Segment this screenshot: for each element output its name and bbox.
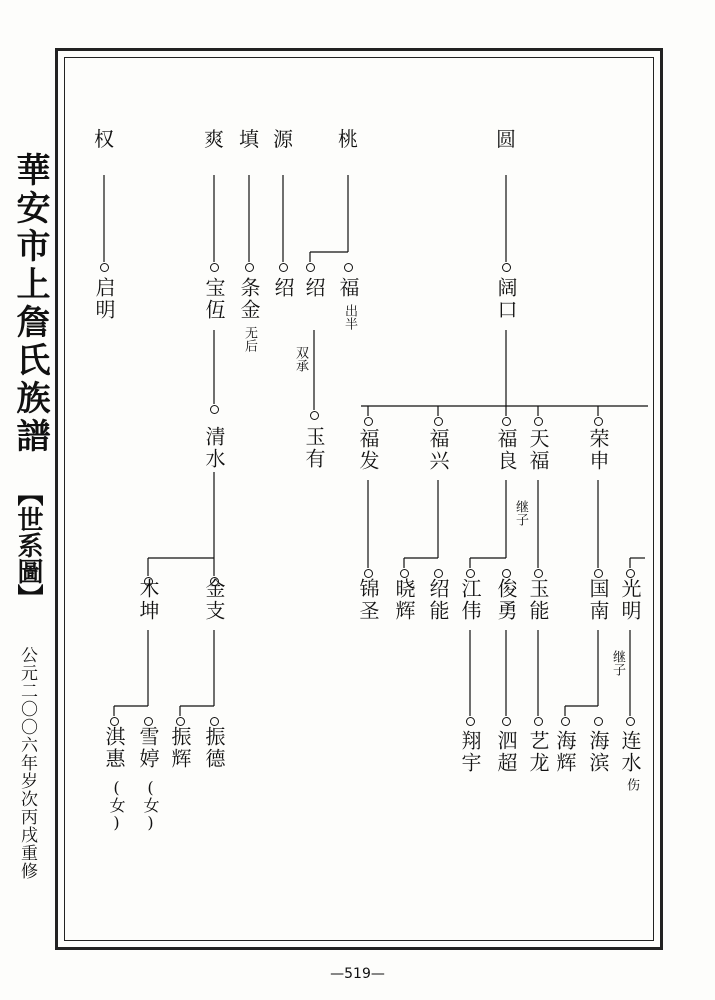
person-shaoneng: 绍能	[426, 578, 450, 622]
person-fufa: 福发	[356, 428, 380, 472]
node-circle	[310, 411, 319, 420]
person-jinsheng: 锦圣	[356, 578, 380, 622]
node-circle	[400, 569, 409, 578]
person-xiaohui: 晓辉	[392, 578, 416, 622]
section-label: 【世系圖】	[13, 480, 43, 610]
person-jiangwei: 江伟	[458, 578, 482, 622]
person-xueting: 雪婷	[136, 726, 160, 770]
person-yuyou: 玉有	[302, 426, 326, 470]
node-circle	[534, 569, 543, 578]
ancestor-shuang: 爽	[204, 127, 224, 151]
node-circle	[561, 717, 570, 726]
node-circle	[502, 417, 511, 426]
node-circle	[626, 569, 635, 578]
person-mukun: 木坤	[136, 578, 160, 622]
person-yuneng: 玉能	[526, 578, 550, 622]
person-sichao: 泗超	[494, 730, 518, 774]
person-haihui: 海辉	[553, 730, 577, 774]
node-circle	[144, 717, 153, 726]
person-junyong: 俊勇	[494, 578, 518, 622]
person-shao-a: 绍	[271, 277, 295, 299]
node-circle	[100, 263, 109, 272]
node-circle	[210, 717, 219, 726]
person-qihui: 淇惠	[102, 726, 126, 770]
ancestor-yuan-circle: 圆	[496, 127, 516, 151]
node-circle	[176, 717, 185, 726]
node-circle	[364, 417, 373, 426]
node-circle	[364, 569, 373, 578]
person-guonan: 国南	[586, 578, 610, 622]
person-fuxing: 福兴	[426, 428, 450, 472]
person-haibin: 海滨	[586, 730, 610, 774]
node-circle	[626, 717, 635, 726]
person-jinzhi: 金支	[202, 578, 226, 622]
node-circle	[210, 405, 219, 414]
node-circle	[594, 569, 603, 578]
person-kuokou: 阔口	[494, 277, 518, 321]
node-circle	[306, 263, 315, 272]
node-circle	[434, 417, 443, 426]
person-yilong: 艺龙	[526, 730, 550, 774]
person-guangming: 光明	[618, 578, 642, 622]
person-tianfu: 天福	[526, 428, 550, 472]
node-circle	[466, 569, 475, 578]
note-lianshui: 伤	[624, 778, 639, 791]
ancestor-quan: 权	[94, 127, 114, 151]
node-circle	[279, 263, 288, 272]
node-circle	[534, 417, 543, 426]
page-number: —519—	[330, 966, 385, 982]
person-lianshui: 连水	[618, 730, 642, 774]
person-fuliang: 福良	[494, 428, 518, 472]
person-fu: 福	[336, 277, 360, 299]
node-circle	[594, 417, 603, 426]
node-circle	[210, 263, 219, 272]
note-fu: 出半	[342, 304, 357, 330]
node-circle	[344, 263, 353, 272]
person-xiangyu: 翔宇	[458, 730, 482, 774]
note-shuangcheng: 双承	[293, 346, 308, 372]
person-zhenhui: 振辉	[168, 726, 192, 770]
note-xueting: (女)	[141, 778, 160, 832]
person-tiaojin: 条金	[237, 277, 261, 321]
note-tiaojin: 无后	[242, 326, 257, 352]
node-circle	[502, 569, 511, 578]
person-baodi: 宝仾	[202, 277, 226, 321]
node-circle	[466, 717, 475, 726]
ancestor-tao: 桃	[338, 127, 358, 151]
node-circle	[534, 717, 543, 726]
person-qingshui: 清水	[202, 426, 226, 470]
node-circle	[434, 569, 443, 578]
node-circle	[245, 263, 254, 272]
person-zhende: 振德	[202, 726, 226, 770]
note-jizi-junyong: 继子	[513, 500, 528, 526]
node-circle	[110, 717, 119, 726]
person-qiming: 启明	[92, 277, 116, 321]
node-circle	[502, 717, 511, 726]
node-circle	[502, 263, 511, 272]
ancestor-yuan: 源	[273, 127, 293, 151]
note-jizi-lianshui: 继子	[610, 650, 625, 676]
note-qihui: (女)	[107, 778, 126, 832]
edition-note: 公元二〇〇六年岁次丙戌重修	[17, 646, 37, 880]
ancestor-tian: 填	[239, 127, 259, 151]
person-shao-b: 绍	[302, 277, 326, 299]
node-circle	[594, 717, 603, 726]
person-rongshen: 荣申	[586, 428, 610, 472]
book-title: 華安市上詹氏族譜	[10, 152, 50, 456]
